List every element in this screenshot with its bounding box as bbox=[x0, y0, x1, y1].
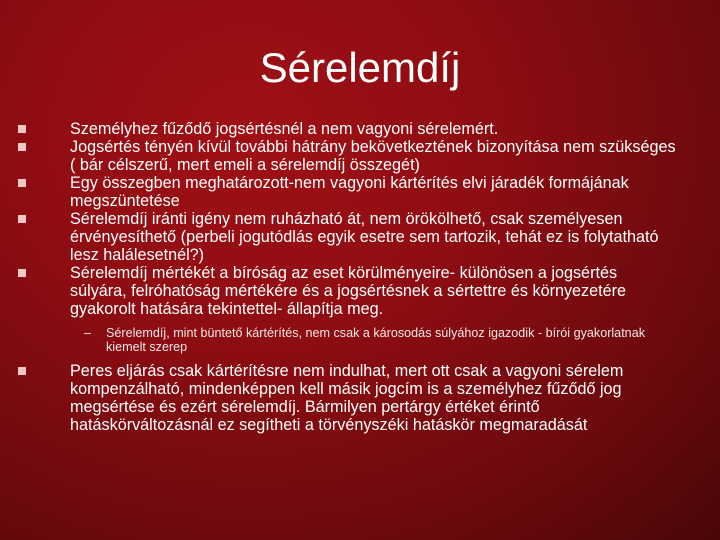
square-bullet-icon bbox=[18, 367, 26, 375]
bullet-text: Sérelemdíj mértékét a bíróság az eset körülményeire- különösen a jogsértés súlyára, felróhatóság mértékére és a jogsértésnek a sértettre és környezetére gyakorolt hatására tekintettel- állapítja meg. bbox=[70, 264, 627, 318]
square-bullet-icon bbox=[18, 179, 26, 187]
bullet-text: Személyhez fűződő jogsértésnél a nem vagyoni sérelemért. bbox=[70, 120, 499, 138]
bullet-item bbox=[18, 138, 678, 174]
bullet-item bbox=[18, 174, 678, 210]
square-bullet-icon bbox=[18, 269, 26, 277]
bullet-item bbox=[18, 210, 678, 264]
square-bullet-icon bbox=[18, 215, 26, 223]
dash-bullet-icon: – bbox=[84, 326, 92, 340]
square-bullet-icon bbox=[18, 125, 26, 133]
bullet-item bbox=[18, 362, 678, 434]
bullet-text: Jogsértés tényén kívül további hátrány bekövetkeztének bizonyítása nem szükséges ( bár célszerű, mert emeli a sérelemdíj összegét) bbox=[70, 138, 676, 174]
square-bullet-icon bbox=[18, 143, 26, 151]
bullet-text: Peres eljárás csak kártérítésre nem indulhat, mert ott csak a vagyoni sérelem kompenzálható, mindenképpen kell másik jogcím is a személyhez fűződő jog megsértése és ezért sérelemdíj. Bármilyen pertárgy értéket érintő hatáskörváltozásnál ez segítheti a törvényszéki hatáskör megmaradását bbox=[70, 362, 624, 434]
slide-title: Sérelemdíj bbox=[259, 44, 461, 91]
sub-bullet-text: Sérelemdíj, mint büntető kártérítés, nem csak a károsodás súlyához igazodik - bírói gyakorlatnak kiemelt szerep bbox=[106, 326, 645, 354]
bullet-text: Sérelemdíj iránti igény nem ruházható át, nem örökölhető, csak személyesen érvényesíthető (perbeli jogutódlás egyik esetre sem tartozik, tehát ez is folytatható lesz halálesetnél?) bbox=[70, 210, 659, 264]
bullet-item bbox=[18, 120, 678, 138]
sub-bullet-item bbox=[18, 326, 678, 354]
bullet-text: Egy összegben meghatározott-nem vagyoni kártérítés elvi járadék formájának megszüntetése bbox=[70, 174, 629, 210]
slide-body bbox=[18, 120, 678, 434]
bullet-item bbox=[18, 264, 678, 318]
